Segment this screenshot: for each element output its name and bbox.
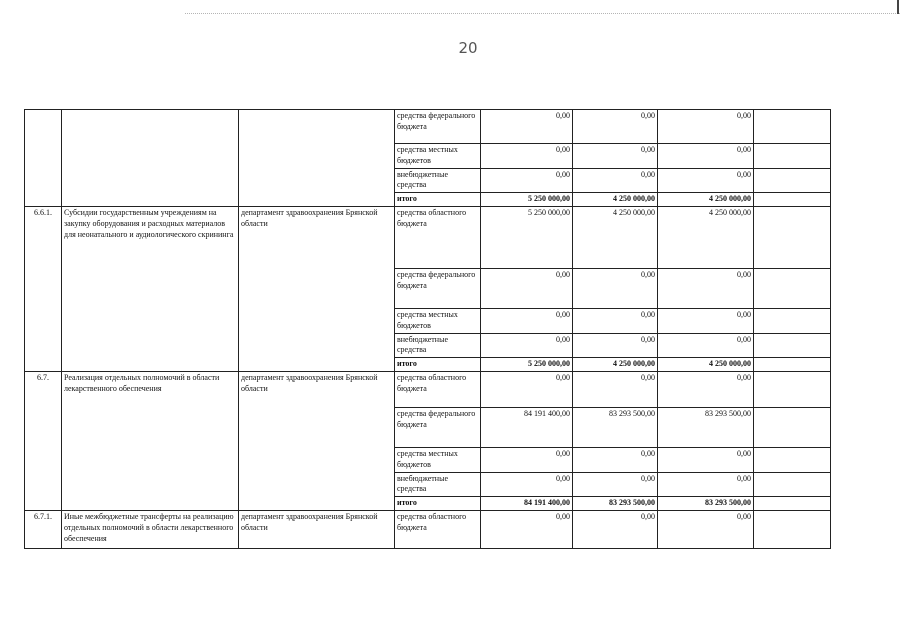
- amount-cell: 4 250 000,00: [573, 206, 658, 268]
- amount-cell: 0,00: [481, 168, 573, 193]
- amount-cell: 4 250 000,00: [658, 193, 754, 207]
- name-cell: Иные межбюджетные трансферты на реализацию отдельных полномочий в области лекарственного обеспечения: [62, 510, 239, 548]
- amount-cell: 0,00: [481, 268, 573, 308]
- source-cell: внебюджетные средства: [395, 333, 481, 358]
- amount-cell: 0,00: [658, 308, 754, 333]
- code-cell: 6.7.: [25, 371, 62, 510]
- amount-cell: 0,00: [658, 472, 754, 497]
- amount-cell: 0,00: [658, 110, 754, 144]
- amount-cell: 5 250 000,00: [481, 193, 573, 207]
- amount-cell: 83 293 500,00: [658, 407, 754, 447]
- source-cell: средства местных бюджетов: [395, 144, 481, 169]
- note-cell: [754, 371, 831, 407]
- amount-cell: 0,00: [658, 168, 754, 193]
- amount-cell: 84 191 400,00: [481, 407, 573, 447]
- amount-cell: 0,00: [481, 371, 573, 407]
- source-cell: средства областного бюджета: [395, 371, 481, 407]
- source-cell: средства федерального бюджета: [395, 407, 481, 447]
- amount-cell: 5 250 000,00: [481, 358, 573, 372]
- name-cell: Реализация отдельных полномочий в области лекарственного обеспечения: [62, 371, 239, 510]
- executor-cell: [239, 110, 395, 207]
- budget-table: [24, 109, 831, 549]
- scan-artifact-mark: [897, 0, 899, 14]
- amount-cell: 4 250 000,00: [658, 206, 754, 268]
- amount-cell: 0,00: [481, 308, 573, 333]
- executor-cell: департамент здравоохранения Брянской области: [239, 206, 395, 371]
- source-cell: итого: [395, 497, 481, 511]
- note-cell: [754, 497, 831, 511]
- note-cell: [754, 268, 831, 308]
- note-cell: [754, 447, 831, 472]
- source-cell: средства местных бюджетов: [395, 447, 481, 472]
- note-cell: [754, 407, 831, 447]
- amount-cell: 0,00: [658, 447, 754, 472]
- amount-cell: 0,00: [481, 447, 573, 472]
- table-row: [25, 110, 831, 144]
- amount-cell: 83 293 500,00: [658, 497, 754, 511]
- code-cell: [25, 110, 62, 207]
- table-row: [25, 510, 831, 548]
- amount-cell: 0,00: [573, 447, 658, 472]
- note-cell: [754, 333, 831, 358]
- amount-cell: 0,00: [573, 472, 658, 497]
- note-cell: [754, 358, 831, 372]
- amount-cell: 0,00: [573, 333, 658, 358]
- note-cell: [754, 472, 831, 497]
- note-cell: [754, 144, 831, 169]
- amount-cell: 83 293 500,00: [573, 407, 658, 447]
- amount-cell: 84 191 400,00: [481, 497, 573, 511]
- amount-cell: 0,00: [573, 268, 658, 308]
- amount-cell: 0,00: [481, 510, 573, 548]
- amount-cell: 0,00: [481, 144, 573, 169]
- amount-cell: 0,00: [573, 510, 658, 548]
- amount-cell: 0,00: [573, 110, 658, 144]
- source-cell: средства федерального бюджета: [395, 268, 481, 308]
- source-cell: средства местных бюджетов: [395, 308, 481, 333]
- note-cell: [754, 110, 831, 144]
- page-number: 20: [458, 39, 478, 57]
- amount-cell: 0,00: [573, 308, 658, 333]
- source-cell: средства областного бюджета: [395, 510, 481, 548]
- code-cell: 6.6.1.: [25, 206, 62, 371]
- amount-cell: 0,00: [658, 371, 754, 407]
- scan-artifact-line: [185, 13, 900, 14]
- note-cell: [754, 510, 831, 548]
- amount-cell: 0,00: [658, 268, 754, 308]
- amount-cell: 0,00: [658, 144, 754, 169]
- source-cell: итого: [395, 358, 481, 372]
- code-cell: 6.7.1.: [25, 510, 62, 548]
- amount-cell: 4 250 000,00: [573, 358, 658, 372]
- amount-cell: 0,00: [481, 110, 573, 144]
- note-cell: [754, 206, 831, 268]
- amount-cell: 0,00: [481, 333, 573, 358]
- name-cell: [62, 110, 239, 207]
- table-row: [25, 371, 831, 407]
- source-cell: средства федерального бюджета: [395, 110, 481, 144]
- amount-cell: 4 250 000,00: [658, 358, 754, 372]
- amount-cell: 0,00: [573, 144, 658, 169]
- name-cell: Субсидии государственным учреждениям на закупку оборудования и расходных материалов для неонатального и аудиологического скрининга: [62, 206, 239, 371]
- amount-cell: 5 250 000,00: [481, 206, 573, 268]
- amount-cell: 0,00: [658, 333, 754, 358]
- amount-cell: 4 250 000,00: [573, 193, 658, 207]
- amount-cell: 83 293 500,00: [573, 497, 658, 511]
- amount-cell: 0,00: [573, 371, 658, 407]
- table-row: [25, 206, 831, 268]
- executor-cell: департамент здравоохранения Брянской области: [239, 510, 395, 548]
- amount-cell: 0,00: [481, 472, 573, 497]
- note-cell: [754, 308, 831, 333]
- executor-cell: департамент здравоохранения Брянской области: [239, 371, 395, 510]
- source-cell: итого: [395, 193, 481, 207]
- source-cell: средства областного бюджета: [395, 206, 481, 268]
- source-cell: внебюджетные средства: [395, 472, 481, 497]
- source-cell: внебюджетные средства: [395, 168, 481, 193]
- amount-cell: 0,00: [658, 510, 754, 548]
- note-cell: [754, 193, 831, 207]
- note-cell: [754, 168, 831, 193]
- amount-cell: 0,00: [573, 168, 658, 193]
